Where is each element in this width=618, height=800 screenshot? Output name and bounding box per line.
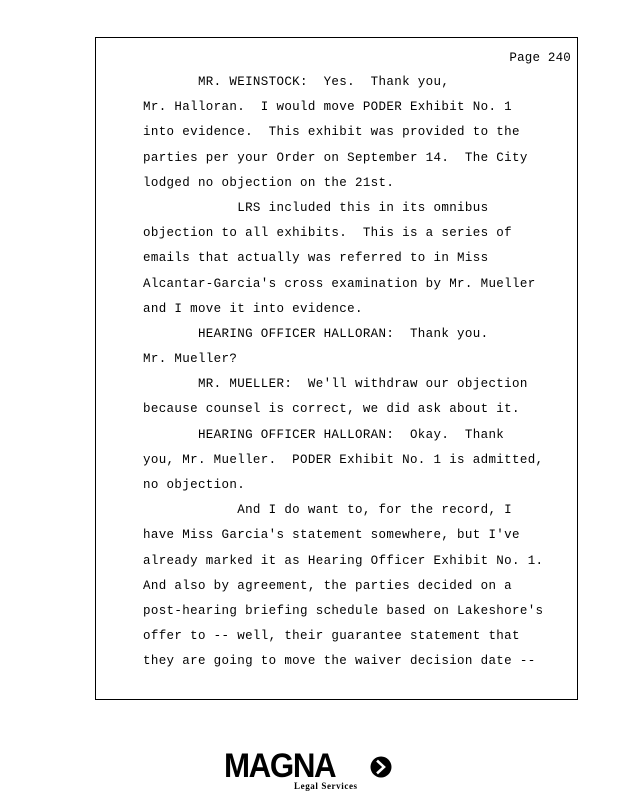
magna-logo [224,748,399,794]
transcript-page [95,37,578,700]
transcript-line: Mr. Mueller? [143,352,238,367]
transcript-line: post-hearing briefing schedule based on Lakeshore's [143,603,544,618]
transcript-line: no objection. [143,478,246,492]
transcript-line: And also by agreement, the parties decided on a [143,578,513,593]
transcript-line: HEARING OFFICER HALLORAN: Okay. Thank [143,427,505,442]
transcript-line: lodged no objection on the 21st. [143,175,395,190]
transcript-line: offer to -- well, their guarantee statement that [143,629,520,644]
logo-wordmark: MAGNA [224,747,336,785]
transcript-lines [143,70,543,675]
transcript-line: already marked it as Hearing Officer Exhibit No. 1. [143,553,544,568]
transcript-line: into evidence. This exhibit was provided to the [143,125,520,140]
transcript-line: you, Mr. Mueller. PODER Exhibit No. 1 is admitted, [143,452,544,467]
transcript-line: Mr. Halloran. I would move PODER Exhibit No. 1 [143,100,513,115]
transcript-line: emails that actually was referred to in Miss [143,251,489,266]
page-number: Page 240 [509,51,571,65]
transcript-line: And I do want to, for the record, I [143,503,513,518]
transcript-line: MR. WEINSTOCK: Yes. Thank you, [143,75,450,89]
transcript-line: and I move it into evidence. [143,301,363,316]
transcript-line: LRS included this in its omnibus [143,200,489,215]
logo-subtext: Legal Services [294,781,358,791]
transcript-line: have Miss Garcia's statement somewhere, but I've [143,528,520,543]
transcript-line: they are going to move the waiver decision date -- [143,654,536,669]
transcript-line: Alcantar-Garcia's cross examination by Mr. Mueller [143,276,536,291]
transcript-line: parties per your Order on September 14. The City [143,150,528,165]
transcript-line: objection to all exhibits. This is a series of [143,226,513,241]
transcript-line: MR. MUELLER: We'll withdraw our objection [143,377,528,392]
transcript-line: HEARING OFFICER HALLORAN: Thank you. [143,326,489,341]
transcript-line: because counsel is correct, we did ask about it. [143,402,520,417]
chevron-circle-icon [370,756,392,778]
